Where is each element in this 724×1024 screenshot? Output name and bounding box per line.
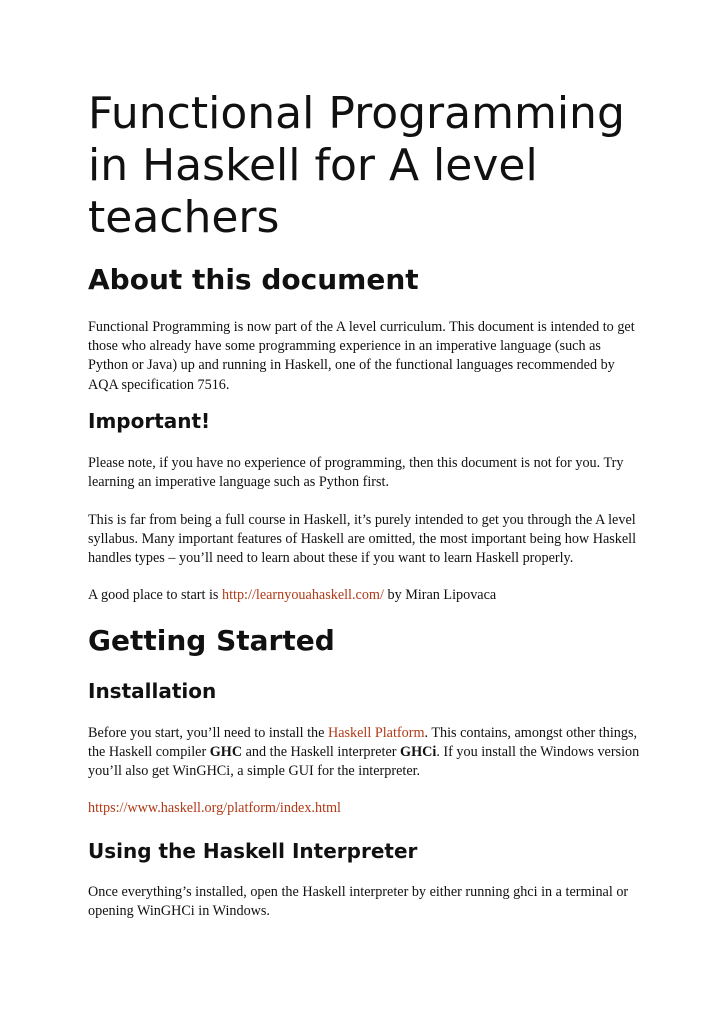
document-title: Functional Programming in Haskell for A level teachers — [88, 88, 625, 243]
haskell-platform-url-link[interactable]: https://www.haskell.org/platform/index.html — [88, 800, 341, 816]
learnyouahaskell-link[interactable]: http://learnyouahaskell.com/ — [221, 587, 384, 603]
getting-started-heading: Getting Started — [88, 624, 335, 657]
important-paragraph-3 — [88, 586, 640, 605]
important-paragraph-2: This is far from being a full course in Haskell, it’s purely intended to get you through the A level syllabus. Many important features of Haskell are omitted, the most important being how Haskell handles types – you’ll need to learn about these if you want to learn Haskell properly. — [88, 512, 637, 567]
start-text-prefix: A good place to start is — [88, 587, 222, 603]
ghc-term: GHC — [209, 744, 243, 761]
about-paragraph: Functional Programming is now part of the A level curriculum. This document is intended to get those who already have some programming experience in an imperative language (such as Python or Java) up and running in Haskell, one of the functional languages recommended by AQA specification 7516. — [88, 319, 635, 393]
installation-text-3: and the Haskell interpreter — [242, 744, 401, 761]
interpreter-paragraph: Once everything’s installed, open the Haskell interpreter by either running ghci in a terminal or opening WinGHCi in Windows. — [88, 884, 629, 920]
interpreter-heading: Using the Haskell Interpreter — [88, 839, 418, 863]
installation-paragraph — [88, 724, 640, 782]
installation-text-2: . This contains, amongst other things, the Haskell compiler — [88, 725, 638, 761]
installation-heading: Installation — [88, 679, 217, 703]
important-heading: Important! — [88, 409, 211, 433]
installation-text-1: Before you start, you’ll need to install the — [88, 725, 328, 741]
start-text-suffix: by Miran Lipovaca — [383, 587, 497, 603]
installation-text-4: . If you install the Windows version you’ll also get WinGHCi, a simple GUI for the interpreter. — [88, 744, 640, 780]
haskell-platform-link[interactable]: Haskell Platform — [327, 725, 425, 741]
platform-url-paragraph — [88, 799, 640, 818]
ghci-term: GHCi — [400, 744, 437, 761]
about-heading: About this document — [88, 263, 419, 296]
important-paragraph-1: Please note, if you have no experience of programming, then this document is not for you. Try learning an imperative language such as Python first. — [88, 455, 624, 491]
